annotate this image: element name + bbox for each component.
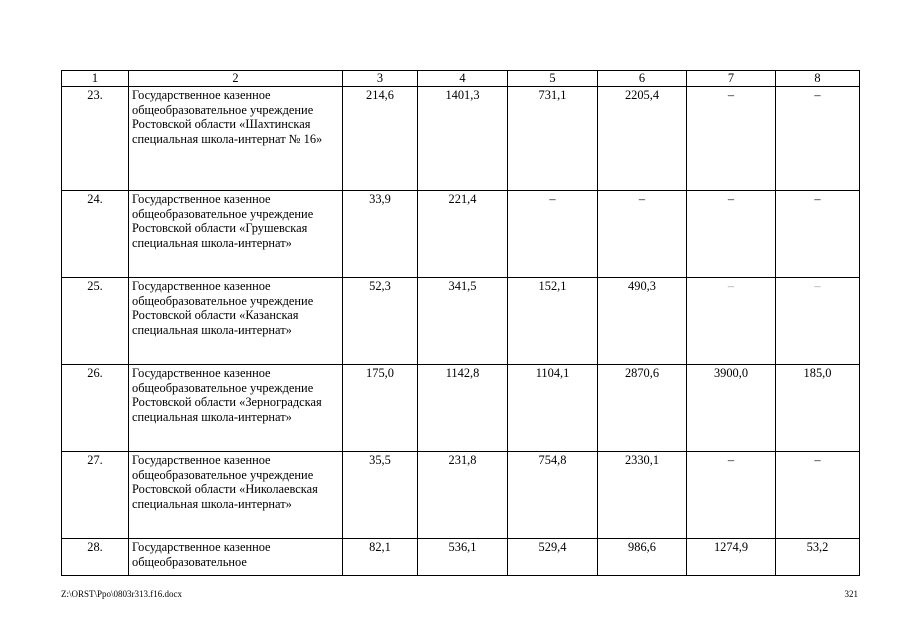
table-cell: 82,1 [343, 539, 418, 576]
table-cell: 1401,3 [418, 87, 508, 191]
table-cell: 986,6 [598, 539, 687, 576]
institution-name: Государственное казенное общеобразовательное учреждение Ростовской области «Шахтинская специальная школа-интернат № 16» [129, 87, 343, 191]
table-cell: – [687, 87, 776, 191]
column-header: 7 [687, 71, 776, 87]
table-cell: 33,9 [343, 191, 418, 278]
table-cell: 221,4 [418, 191, 508, 278]
table-cell: – [687, 452, 776, 539]
institution-name: Государственное казенное общеобразовательное [129, 539, 343, 576]
table-cell: 3900,0 [687, 365, 776, 452]
table-row [62, 191, 860, 278]
table-cell: 1104,1 [508, 365, 598, 452]
table-cell: 231,8 [418, 452, 508, 539]
row-number: 24. [62, 191, 129, 278]
table-cell: 754,8 [508, 452, 598, 539]
row-number: 27. [62, 452, 129, 539]
table-cell: 2330,1 [598, 452, 687, 539]
table-cell: – [776, 278, 860, 365]
table-cell: 185,0 [776, 365, 860, 452]
table-cell: 536,1 [418, 539, 508, 576]
column-header: 6 [598, 71, 687, 87]
column-header: 1 [62, 71, 129, 87]
table-cell: 1274,9 [687, 539, 776, 576]
column-header: 8 [776, 71, 860, 87]
data-table [61, 70, 860, 576]
column-header: 4 [418, 71, 508, 87]
row-number: 28. [62, 539, 129, 576]
table-cell: 490,3 [598, 278, 687, 365]
column-header: 3 [343, 71, 418, 87]
table-cell: – [776, 191, 860, 278]
table-cell: – [687, 278, 776, 365]
institution-name: Государственное казенное общеобразовательное учреждение Ростовской области «Зерноградская специальная школа-интернат» [129, 365, 343, 452]
table-cell: 214,6 [343, 87, 418, 191]
table-cell: – [776, 87, 860, 191]
table-cell: 53,2 [776, 539, 860, 576]
column-header: 5 [508, 71, 598, 87]
table-cell: 1142,8 [418, 365, 508, 452]
institution-name: Государственное казенное общеобразовательное учреждение Ростовской области «Казанская специальная школа-интернат» [129, 278, 343, 365]
table-cell: – [776, 452, 860, 539]
institution-name: Государственное казенное общеобразовательное учреждение Ростовской области «Николаевская специальная школа-интернат» [129, 452, 343, 539]
table-cell: 152,1 [508, 278, 598, 365]
row-number: 23. [62, 87, 129, 191]
table-cell: 2870,6 [598, 365, 687, 452]
table-cell: 2205,4 [598, 87, 687, 191]
table-row [62, 278, 860, 365]
footer-file-path: Z:\ORST\Ppo\0803r313.f16.docx [61, 589, 182, 599]
table-cell: – [687, 191, 776, 278]
table-cell: 35,5 [343, 452, 418, 539]
table-header-row [62, 71, 860, 87]
table-cell: – [508, 191, 598, 278]
table-row [62, 365, 860, 452]
table-row [62, 452, 860, 539]
table-cell: 529,4 [508, 539, 598, 576]
table-cell: 341,5 [418, 278, 508, 365]
column-header: 2 [129, 71, 343, 87]
row-number: 26. [62, 365, 129, 452]
table-cell: 52,3 [343, 278, 418, 365]
footer-page-number: 321 [844, 589, 858, 599]
table-cell: 175,0 [343, 365, 418, 452]
row-number: 25. [62, 278, 129, 365]
table-row [62, 87, 860, 191]
table-cell: – [598, 191, 687, 278]
institution-name: Государственное казенное общеобразовательное учреждение Ростовской области «Грушевская специальная школа-интернат» [129, 191, 343, 278]
table-row [62, 539, 860, 576]
table-cell: 731,1 [508, 87, 598, 191]
